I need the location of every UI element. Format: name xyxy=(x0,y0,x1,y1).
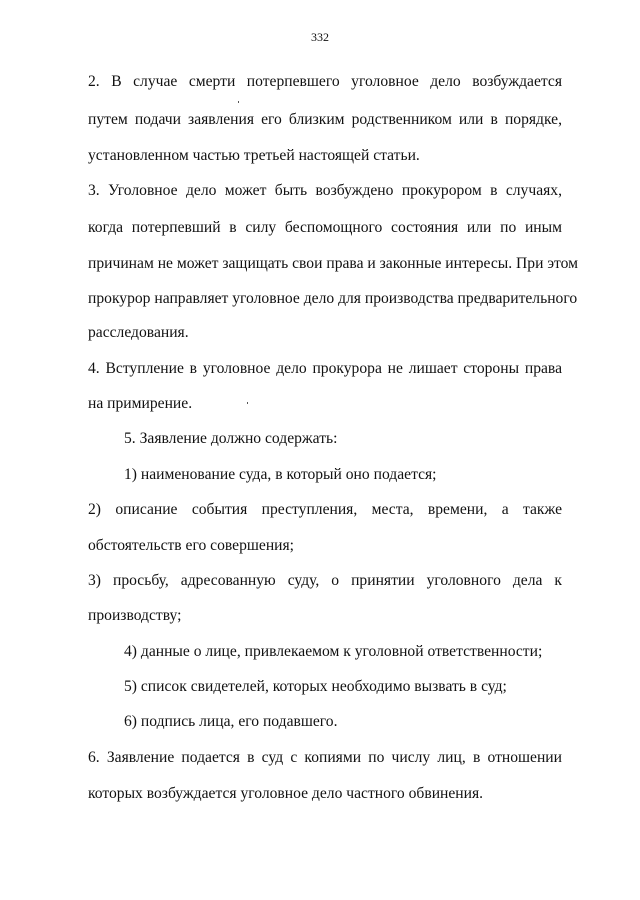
paragraph-4-line-2: на примирение. xyxy=(88,395,193,412)
paragraph-6-line-2: которых возбуждается уголовное дело частного обвинения. xyxy=(88,785,484,802)
paragraph-5-heading: 5. Заявление должно содержать: xyxy=(124,430,338,447)
scan-speck xyxy=(247,402,248,404)
list-item-3-line-2: производству; xyxy=(88,607,182,624)
list-item-4: 4) данные о лице, привлекаемом к уголовной ответственности; xyxy=(124,643,543,660)
paragraph-3-line-1: 3. Уголовное дело может быть возбуждено прокурором в случаях, xyxy=(88,182,562,199)
list-item-5: 5) список свидетелей, которых необходимо вызвать в суд; xyxy=(124,678,507,695)
list-item-2-line-1: 2) описание события преступления, места, времени, а также xyxy=(88,501,562,518)
list-item-2-line-2: обстоятельств его совершения; xyxy=(88,537,295,554)
paragraph-6-line-1: 6. Заявление подается в суд с копиями по числу лиц, в отношении xyxy=(88,749,562,766)
paragraph-4-line-1: 4. Вступление в уголовное дело прокурора не лишает стороны права xyxy=(88,360,562,377)
list-item-6: 6) подпись лица, его подавшего. xyxy=(124,713,338,730)
scan-speck xyxy=(238,101,239,103)
paragraph-2-line-1: 2. В случае смерти потерпевшего уголовное дело возбуждается xyxy=(88,73,562,90)
list-item-1: 1) наименование суда, в который оно подается; xyxy=(124,466,437,483)
paragraph-3-line-3: причинам не может защищать свои права и законные интересы. При этом xyxy=(88,255,578,272)
paragraph-2-line-3: установленном частью третьей настоящей статьи. xyxy=(88,147,420,164)
page-number: 332 xyxy=(311,30,329,44)
paragraph-3-line-4: прокурор направляет уголовное дело для производства предварительного xyxy=(88,290,578,307)
paragraph-2-line-2: путем подачи заявления его близким родственником или в порядке, xyxy=(88,111,562,128)
paragraph-3-line-5: расследования. xyxy=(88,324,189,341)
list-item-3-line-1: 3) просьбу, адресованную суду, о принятии уголовного дела к xyxy=(88,572,562,589)
paragraph-3-line-2: когда потерпевший в силу беспомощного состояния или по иным xyxy=(88,219,562,236)
